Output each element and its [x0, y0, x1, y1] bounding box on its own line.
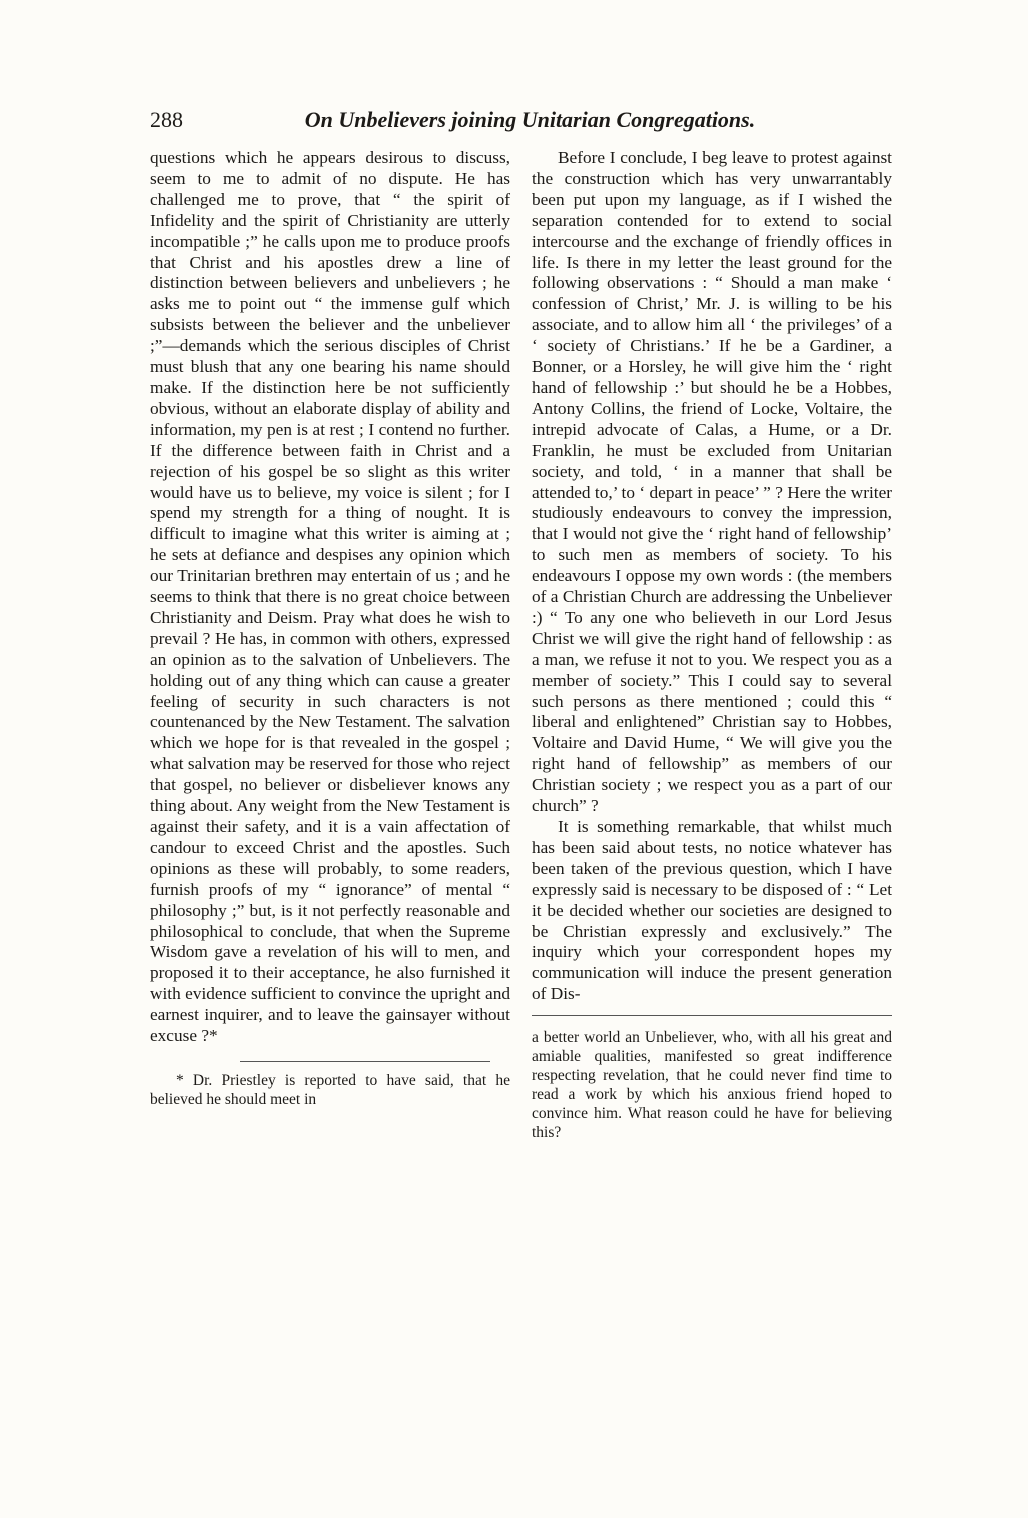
- right-column: [532, 148, 892, 1142]
- left-column-body: questions which he appears desirous to discuss, seem to me to admit of no dispute. He has challenged me to prove, that “ the spirit of Infidelity and the spirit of Christianity are utterly incompatible ;” he calls upon me to produce proofs that Christ and his apostles drew a line of distinction between believers and unbelievers ; he asks me to point out “ the immense gulf which subsists between the believer and the unbeliever ;”—demands which the serious disciples of Christ must blush that any one bearing his name should make. If the distinction here be not sufficiently obvious, without an elaborate display of ability and information, my pen is at rest ; I contend no further. If the difference between faith in Christ and a rejection of his gospel be so slight as this writer would have us to believe, my voice is silent ; for I spend my strength for a thing of nought. It is difficult to imagine what this writer is aiming at ; he sets at defiance and despises any opinion which our Trinitarian brethren may entertain of us ; and he seems to think that there is no great choice between Christianity and Deism. Pray what does he wish to prevail ? He has, in common with others, expressed an opinion as to the salvation of Unbelievers. The holding out of any thing which can cause a greater feeling of security in such characters is not countenanced by the New Testament. The salvation which we hope for is that revealed in the gospel ; what salvation may be reserved for those who reject that gospel, no believer or disbeliever knows any thing about. Any weight from the New Testament is against their safety, and it is a vain affectation of candour to exceed Christ and the apostles. Such opinions as these will probably, to some readers, furnish proofs of my “ ignorance” of mental “ philosophy ;” but, is it not perfectly reasonable and philosophical to conclude, that when the Supreme Wisdom gave a revelation of his will to men, and proposed it to their acceptance, he also furnished it with evidence sufficient to convince the upright and earnest inquirer, and to leave the gainsayer without excuse ?*: [150, 148, 510, 1046]
- page-header: [150, 105, 910, 141]
- running-title: On Unbelievers joining Unitarian Congregations.: [304, 107, 756, 132]
- right-column-paragraph-1: Before I conclude, I beg leave to protest against the construction which has very unwarrantably been put upon my language, as if I wished the separation contended for to extend to social intercourse and the exchange of friendly offices in life. Is there in my letter the least ground for the following observations : “ Should a man make ‘ confession of Christ,’ Mr. J. is willing to be his associate, and to allow him all ‘ the privileges’ of a ‘ society of Christians.’ If he be a Gardiner, a Bonner, or a Horsley, he will give him the ‘ right hand of fellowship :’ but should he be a Hobbes, Antony Collins, the friend of Locke, Voltaire, the intrepid advocate of Calas, a Hume, or a Dr. Franklin, he must be excluded from Unitarian society, and told, ‘ in a manner that shall be attended to,’ to ‘ depart in peace’ ” ? Here the writer studiously endeavours to convey the impression, that I would not give the ‘ right hand of fellowship’ to such men as members of society. To his endeavours I oppose my own words : (the members of a Christian Church are addressing the Unbeliever :) “ To any one who believeth in our Lord Jesus Christ we will give the right hand of fellowship : as a man, we refuse it not to you. We respect you as a member of society.” This I could say to several such persons as there mentioned ; could this “ liberal and enlightened” Christian say to Hobbes, Voltaire and David Hume, “ We will give you the right hand of fellowship” as members of our Christian society ; we respect you as a part of our church” ?: [532, 148, 892, 816]
- footnote-divider: [240, 1061, 490, 1062]
- page-number: 288: [150, 107, 183, 132]
- footnote-right: a better world an Unbeliever, who, with all his great and amiable qualities, manifested so great indifference respecting revelation, that he could never find time to read a work by which his anxious friend hoped to convince him. What reason could he have for believing this?: [532, 1029, 892, 1142]
- right-column-paragraph-2: It is something remarkable, that whilst much has been said about tests, no notice whatever has been taken of the previous question, which I have expressly said is necessary to be disposed of : “ Let it be decided whether our societies are designed to be Christian expressly and exclusively.” The inquiry which your correspondent hopes my communication will induce the present generation of Dis-: [532, 817, 892, 1004]
- footnote-left: * Dr. Priestley is reported to have said, that he believed he should meet in: [150, 1071, 510, 1108]
- left-column: [150, 148, 510, 1109]
- footnote-divider-right: [532, 1015, 892, 1016]
